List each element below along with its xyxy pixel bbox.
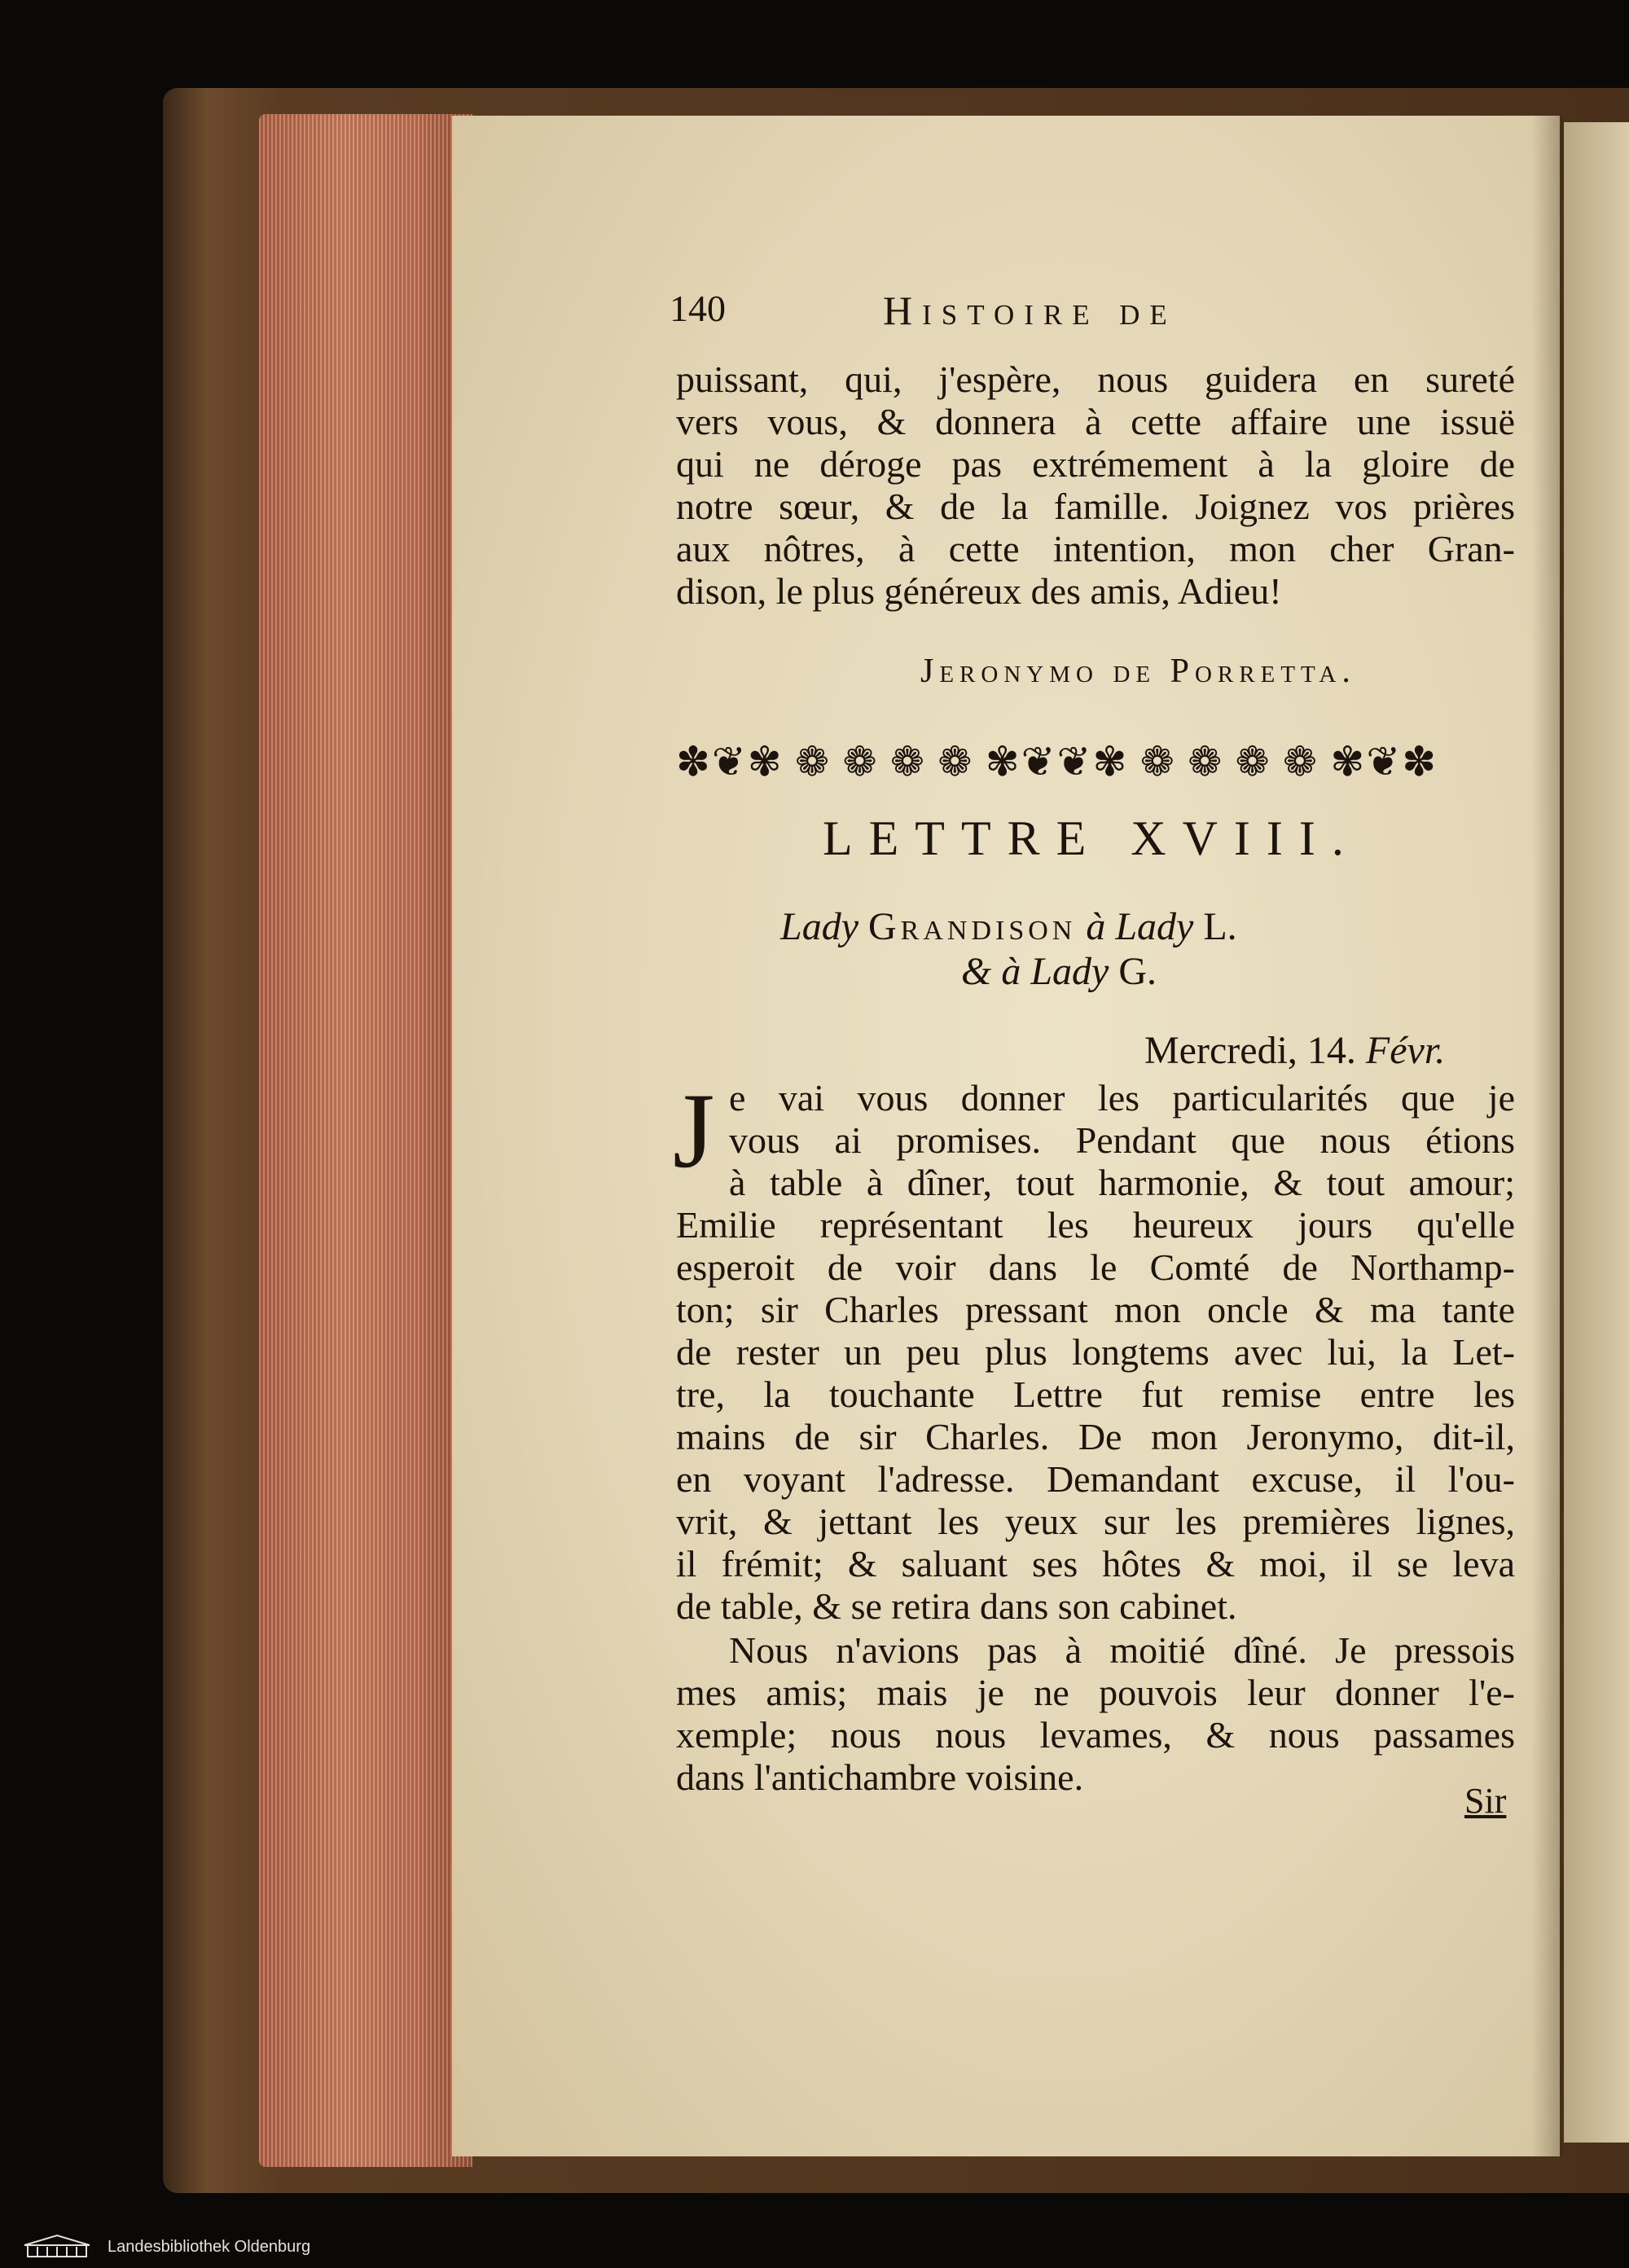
text-line: vrit, & jettant les yeux sur les premières lignes, — [676, 1501, 1515, 1542]
text-line: Nous n'avions pas à moitié dîné. Je pressois — [729, 1629, 1515, 1671]
ornament-band: ✽❦✾ ❁ ❁ ❁ ❁ ✾❦❦✾ ❁ ❁ ❁ ❁ ✾❦✽ — [676, 739, 1438, 785]
running-head: Histoire de — [883, 288, 1177, 333]
text-line: qui ne déroge pas extrémement à la gloire de — [676, 443, 1515, 485]
library-credit[interactable] — [16, 2234, 310, 2260]
address-lady: Lady — [1030, 950, 1109, 993]
text-line: dison, le plus généreux des amis, Adieu! — [676, 570, 1282, 612]
text-line: Emilie représentant les heureux jours qu'elle — [676, 1204, 1515, 1246]
address-ampersand: & — [961, 950, 992, 993]
text-line: aux nôtres, à cette intention, mon cher Gran- — [676, 528, 1515, 569]
text-line: mains de sir Charles. De mon Jeronymo, dit-il, — [676, 1416, 1515, 1457]
text-line: il frémit; & saluant ses hôtes & moi, il se leva — [676, 1543, 1515, 1585]
page-number: 140 — [670, 288, 726, 329]
date-month: Févr. — [1365, 1029, 1446, 1072]
text-line: en voyant l'adresse. Demandant excuse, il l'ou- — [676, 1458, 1515, 1500]
text-line: tre, la touchante Lettre fut remise entre les — [676, 1374, 1515, 1415]
text-line: e vai vous donner les particularités que je — [729, 1077, 1515, 1119]
facing-page-edge — [1564, 122, 1629, 2143]
text-line: dans l'antichambre voisine. — [676, 1756, 1084, 1798]
address-name: L. — [1203, 905, 1237, 948]
letter-date — [1144, 1028, 1445, 1073]
text-line: esperoit de voir dans le Comté de Northamp- — [676, 1246, 1515, 1288]
text-line: puissant, qui, j'espère, nous guidera en sureté — [676, 358, 1515, 400]
drop-cap: J — [673, 1070, 715, 1190]
text-line: de rester un peu plus longtems avec lui, la Let- — [676, 1331, 1515, 1373]
letter-address-line-2 — [961, 949, 1157, 994]
text-line: de table, & se retira dans son cabinet. — [676, 1585, 1237, 1627]
date-day: Mercredi, 14. — [1144, 1029, 1356, 1072]
address-lady: Lady — [780, 905, 858, 948]
text-line: xemple; nous nous levames, & nous passames — [676, 1714, 1515, 1756]
text-line: notre sœur, & de la famille. Joignez vos prières — [676, 486, 1515, 527]
library-name: Landesbibliothek Oldenburg — [108, 2237, 311, 2256]
page-header — [670, 287, 1337, 336]
text-line: vous ai promises. Pendant que nous étions — [729, 1119, 1515, 1161]
text-line: mes amis; mais je ne pouvois leur donner l'e- — [676, 1672, 1515, 1713]
page-edges — [259, 114, 472, 2167]
catchword: Sir — [1464, 1781, 1507, 1821]
text-line: à table à dîner, tout harmonie, & tout amour; — [729, 1162, 1515, 1203]
text-line: ton; sir Charles pressant mon oncle & ma tante — [676, 1289, 1515, 1330]
page-gutter-shadow — [1531, 116, 1564, 2156]
library-building-icon — [16, 2234, 98, 2260]
letter-address-line-1 — [780, 904, 1237, 949]
letter-signature: Jeronymo de Porretta. — [920, 653, 1356, 690]
letter-title: LETTRE XVIII. — [823, 811, 1360, 865]
address-preposition: à — [1001, 950, 1021, 993]
address-preposition: à — [1086, 905, 1106, 948]
address-name: Grandison — [868, 905, 1077, 948]
address-lady: Lady — [1115, 905, 1194, 948]
text-line: vers vous, & donnera à cette affaire une issuë — [676, 401, 1515, 442]
address-name: G. — [1118, 950, 1157, 993]
